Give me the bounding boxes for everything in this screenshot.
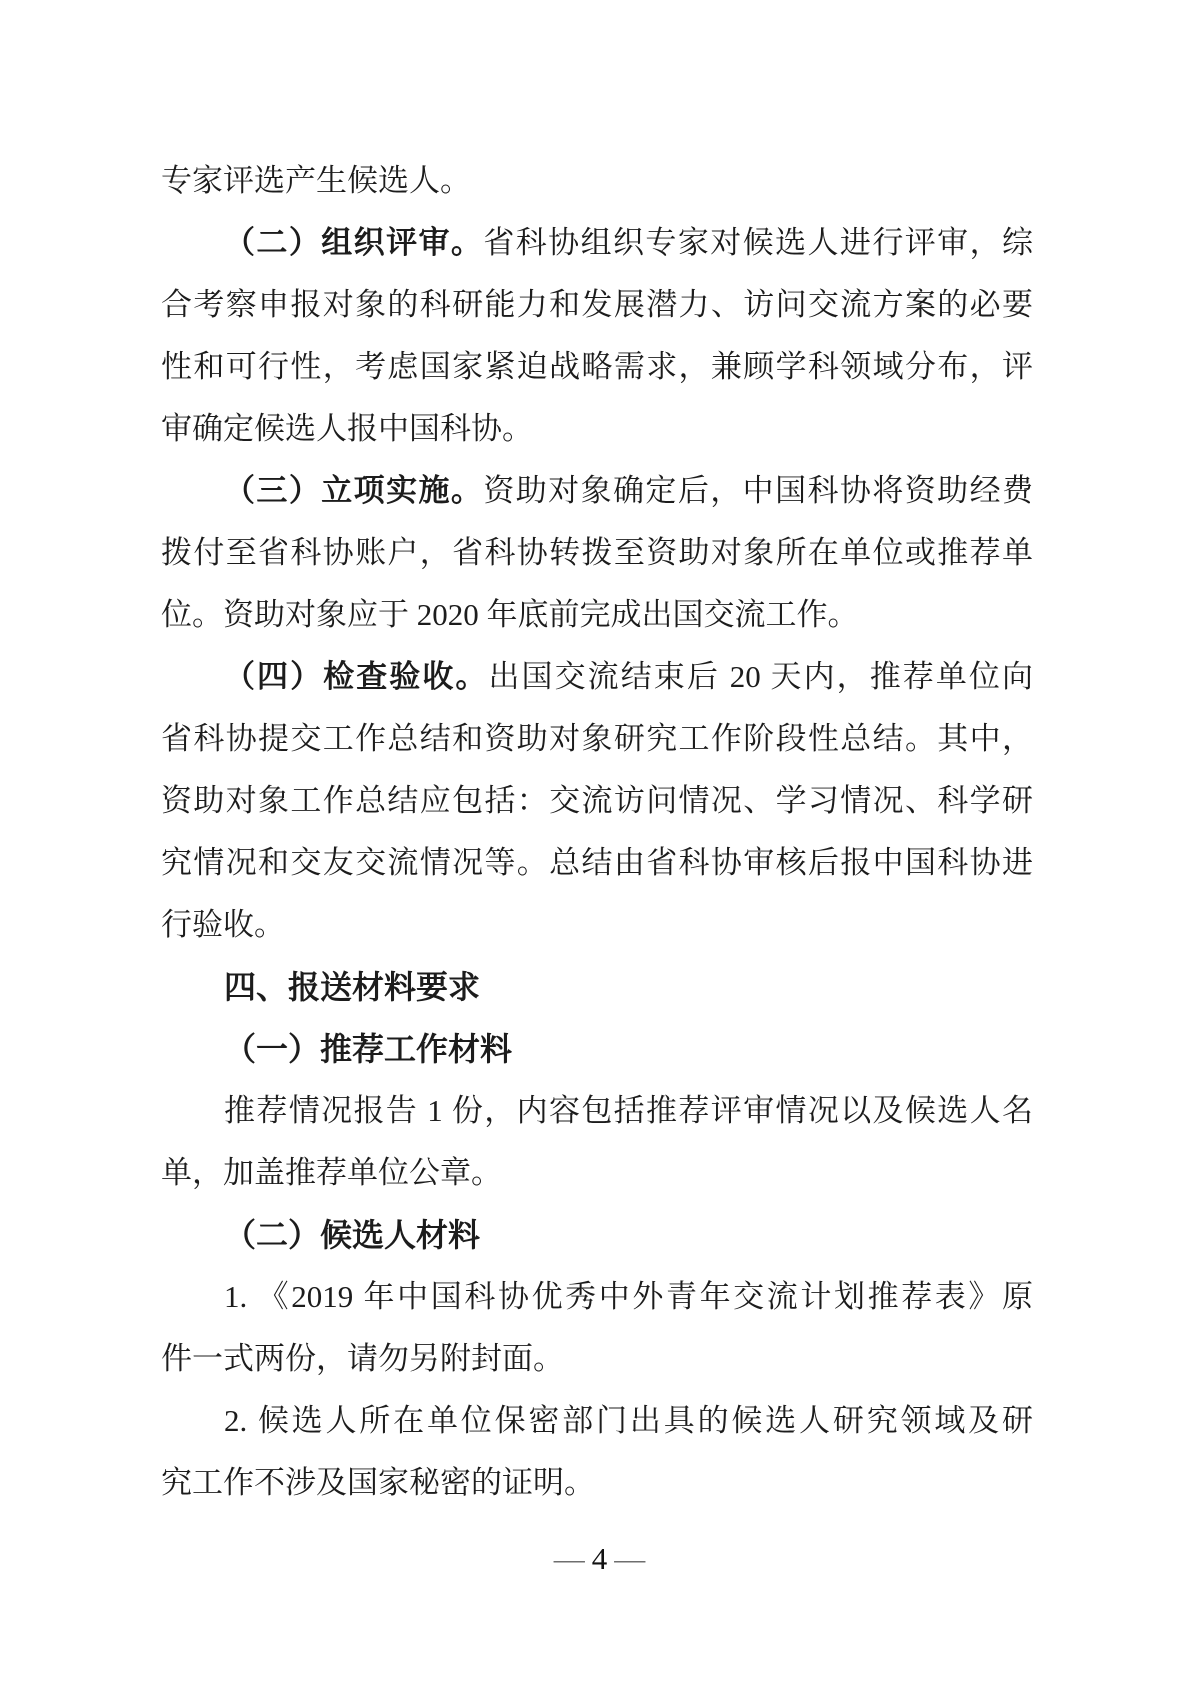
paragraph-lead: （三）立项实施。 [224, 473, 484, 508]
body-text-line: 行验收。 [161, 907, 285, 942]
page-footer [0, 1537, 1199, 1581]
body-text-line: 性和可行性，考虑国家紧迫战略需求，兼顾学科领域分布，评 [161, 349, 1033, 384]
body-text-line: 单，加盖推荐单位公章。 [161, 1155, 502, 1190]
body-text-line: 究工作不涉及国家秘密的证明。 [161, 1465, 595, 1500]
document-body [161, 150, 1033, 1514]
body-text-line: 2. 候选人所在单位保密部门出具的候选人研究领域及研 [224, 1403, 1033, 1438]
body-text-line: 省科协提交工作总结和资助对象研究工作阶段性总结。其中， [161, 721, 1033, 756]
footer-dash-right: — [614, 1541, 646, 1576]
subsection-heading: （二）候选人材料 [224, 1217, 481, 1253]
page-number: 4 [591, 1541, 608, 1576]
body-text-line: 审确定候选人报中国科协。 [161, 411, 533, 446]
body-text-line: （四）检查验收。出国交流结束后 20 天内，推荐单位向 [224, 659, 1033, 694]
body-text-line: 究情况和交友交流情况等。总结由省科协审核后报中国科协进 [161, 845, 1033, 880]
body-text-line: 位。资助对象应于 2020 年底前完成出国交流工作。 [161, 597, 859, 632]
body-text-line: 件一式两份，请勿另附封面。 [161, 1341, 564, 1376]
body-text-line: 1. 《2019 年中国科协优秀中外青年交流计划推荐表》原 [224, 1279, 1033, 1314]
body-text-line: 资助对象工作总结应包括：交流访问情况、学习情况、科学研 [161, 783, 1033, 818]
body-text-line: 推荐情况报告 1 份，内容包括推荐评审情况以及候选人名 [224, 1093, 1033, 1128]
body-text-line: （三）立项实施。资助对象确定后，中国科协将资助经费 [224, 473, 1033, 508]
paragraph-lead: （四）检查验收。 [224, 659, 489, 694]
footer-dash-left: — [553, 1541, 585, 1576]
body-text-line: （二）组织评审。省科协组织专家对候选人进行评审，综 [224, 225, 1033, 260]
body-text-line: 专家评选产生候选人。 [161, 163, 471, 198]
subsection-heading: （一）推荐工作材料 [224, 1031, 513, 1067]
body-text-line: 拨付至省科协账户，省科协转拨至资助对象所在单位或推荐单 [161, 535, 1033, 570]
body-text-line: 合考察申报对象的科研能力和发展潜力、访问交流方案的必要 [161, 287, 1033, 322]
section-heading: 四、报送材料要求 [224, 969, 481, 1005]
paragraph-lead: （二）组织评审。 [224, 225, 484, 260]
